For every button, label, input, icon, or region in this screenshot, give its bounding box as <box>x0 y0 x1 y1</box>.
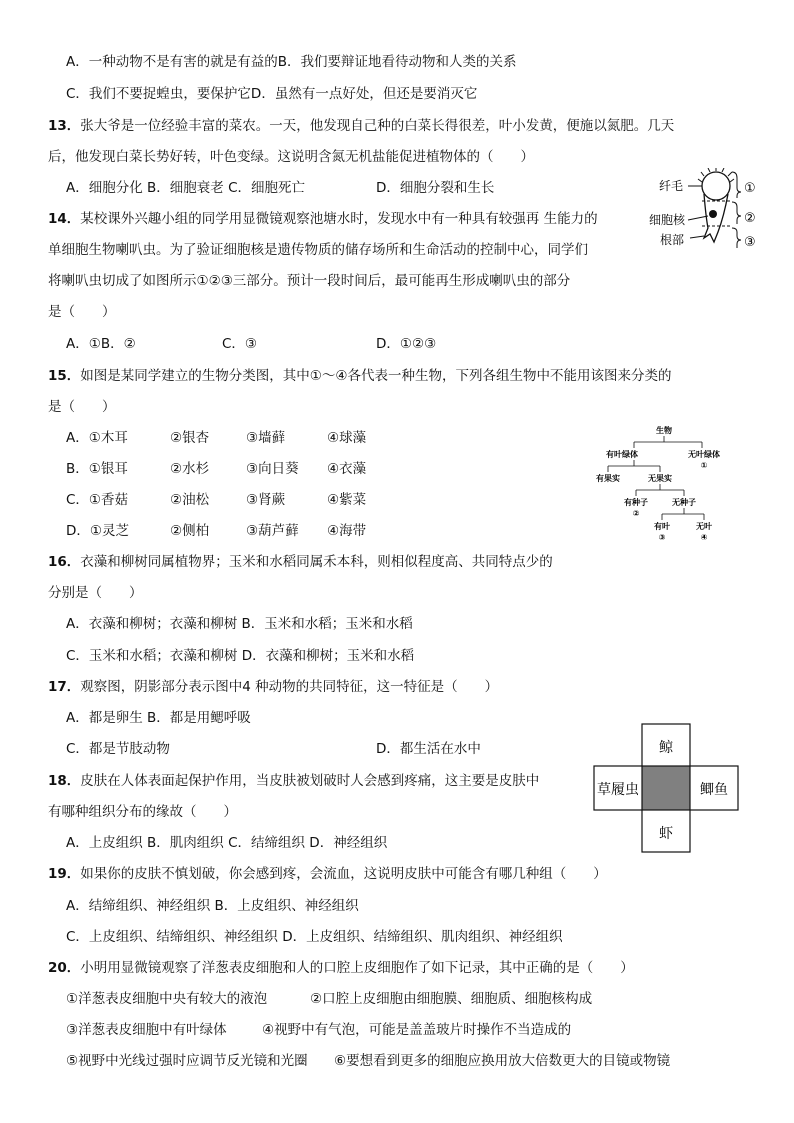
tree-root: 生物 <box>656 426 672 435</box>
q15-number: 15． <box>48 368 81 384</box>
cell-head-outline <box>702 172 730 200</box>
q17-options-ab: A．都是卵生 B．都是用鳃呼吸 <box>66 710 251 726</box>
q15-option-c-4: ④紫菜 <box>327 492 367 508</box>
q17-number: 17． <box>48 679 81 695</box>
shared-feature-shade <box>642 766 690 810</box>
animal-crucian-carp: 鲫鱼 <box>700 782 728 798</box>
tree-has-leaf-num: ③ <box>658 533 666 542</box>
q16-text-1: 衣藻和柳树同属植物界；玉米和水稻同属禾本科，则相似程度高、共同特点少的 <box>80 554 553 570</box>
q20-statement-3: ③洋葱表皮细胞中有叶绿体 <box>66 1022 227 1038</box>
brace-3 <box>732 228 741 248</box>
q13-text-2: 后，他发现白菜长势好转，叶色变绿。这说明含氮无机盐能促进植物体的（ ） <box>48 149 534 165</box>
q15-option-a-1: A．①木耳 <box>66 430 128 446</box>
q12-option-c: C．我们不要捉蝗虫，要保护它D．虽然有一点好处，但还是要消灭它 <box>66 86 478 102</box>
q13-number: 13． <box>48 118 81 134</box>
marker-3: ③ <box>744 235 756 250</box>
q20-text: 小明用显微镜观察了洋葱表皮细胞和人的口腔上皮细胞作了如下记录，其中正确的是（ ） <box>80 960 634 976</box>
tree-no-seed: 无种子 <box>672 498 696 507</box>
q15-question <box>48 366 672 386</box>
q18-question <box>48 771 539 791</box>
q18-text-2: 有哪种组织分布的缘故（ ） <box>48 804 237 820</box>
q14-text-2: 单细胞生物喇叭虫。为了验证细胞核是遗传物质的储存场所和生命活动的控制中心，同学们 <box>48 242 588 258</box>
tree-has-chloroplast: 有叶绿体 <box>606 450 638 459</box>
q13-option-d: D．细胞分裂和生长 <box>376 180 495 196</box>
tree-no-chloroplast: 无叶绿体 <box>688 450 720 459</box>
q15-option-c-1: C．①香菇 <box>66 492 129 508</box>
q14-text-1: 某校课外兴趣小组的同学用显微镜观察池塘水时，发现水中有一种具有较强再 生能力的 <box>80 211 598 227</box>
q15-text-1: 如图是某同学建立的生物分类图，其中①～④各代表一种生物，下列各组生物中不能用该图来分类的 <box>80 368 672 384</box>
q14-question <box>48 209 598 229</box>
q15-option-d-3: ③葫芦藓 <box>246 523 299 539</box>
venn-cross-figure <box>592 722 740 854</box>
q19-number: 19． <box>48 866 81 882</box>
marker-2: ② <box>744 211 756 226</box>
q19-options-cd: C．上皮组织、结缔组织、神经组织 D．上皮组织、结缔组织、肌肉组织、神经组织 <box>66 929 563 945</box>
q15-option-d-1: D．①灵芝 <box>66 523 129 539</box>
q15-option-a-4: ④球藻 <box>327 430 367 446</box>
q20-statement-6: ⑥要想看到更多的细胞应换用放大倍数更大的目镜或物镜 <box>334 1053 671 1069</box>
q19-text: 如果你的皮肤不慎划破，你会感到疼，会流血，这说明皮肤中可能含有哪几种组（ ） <box>80 866 607 882</box>
q17-option-c: C．都是节肢动物 <box>66 741 170 757</box>
tree-has-seed-num: ② <box>632 509 640 518</box>
tree-no-leaf-num: ④ <box>700 533 708 542</box>
brace-1 <box>732 172 741 198</box>
trumpet-animalcule-figure <box>644 168 774 256</box>
marker-1: ① <box>744 181 756 196</box>
q12-option-a: A．一种动物不是有害的就是有益的B．我们要辩证地看待动物和人类的关系 <box>66 54 517 70</box>
q16-options-cd: C．玉米和水稻；衣藻和柳树 D．衣藻和柳树；玉米和水稻 <box>66 648 415 664</box>
q20-statement-5: ⑤视野中光线过强时应调节反光镜和光圈 <box>66 1053 308 1069</box>
label-root: 根部 <box>660 233 685 247</box>
q15-option-a-2: ②银杏 <box>170 430 210 446</box>
tree-has-seed: 有种子 <box>624 498 648 507</box>
q15-option-b-2: ②水杉 <box>170 461 210 477</box>
q18-options: A．上皮组织 B．肌肉组织 C．结缔组织 D．神经组织 <box>66 835 388 851</box>
q15-option-b-1: B．①银耳 <box>66 461 128 477</box>
cell-nucleus-dot <box>709 210 717 218</box>
q14-text-4: 是（ ） <box>48 304 116 320</box>
q15-option-d-4: ④海带 <box>327 523 367 539</box>
q13-question <box>48 116 674 136</box>
q13-text-1: 张大爷是一位经验丰富的菜农。一天，他发现自己种的白菜长得很差，叶小发黄，便施以氮肥。几天 <box>80 118 675 134</box>
q16-question <box>48 552 553 572</box>
brace-2 <box>732 202 741 224</box>
q15-option-b-4: ④衣藻 <box>327 461 367 477</box>
q16-options-ab: A．衣藻和柳树；衣藻和柳树 B．玉米和水稻；玉米和水稻 <box>66 616 413 632</box>
animal-paramecium: 草履虫 <box>597 782 639 798</box>
q15-option-d-2: ②侧柏 <box>170 523 210 539</box>
q14-option-c: C．③ <box>222 336 258 352</box>
q17-option-d: D．都生活在水中 <box>376 741 481 757</box>
label-cilia: 纤毛 <box>659 179 684 193</box>
q16-number: 16． <box>48 554 81 570</box>
animal-shrimp: 虾 <box>659 826 673 842</box>
q14-options-ab: A．①B．② <box>66 336 136 352</box>
label-nucleus: 细胞核 <box>649 213 686 227</box>
tree-no-leaf: 无叶 <box>696 522 712 531</box>
animal-whale: 鲸 <box>659 740 673 756</box>
q14-text-3: 将喇叭虫切成了如图所示①②③三部分。预计一段时间后，最可能再生形成喇叭虫的部分 <box>48 273 571 289</box>
q15-option-c-2: ②油松 <box>170 492 210 508</box>
q20-statement-4: ④视野中有气泡，可能是盖盖玻片时操作不当造成的 <box>262 1022 572 1038</box>
q15-text-2: 是（ ） <box>48 399 116 415</box>
q13-options-abc: A．细胞分化 B．细胞衰老 C．细胞死亡 <box>66 180 306 196</box>
q19-question <box>48 864 607 884</box>
q18-number: 18． <box>48 773 81 789</box>
q14-number: 14． <box>48 211 81 227</box>
q20-number: 20． <box>48 960 81 976</box>
q17-text: 观察图，阴影部分表示图中4 种动物的共同特征，这一特征是（ ） <box>80 679 499 695</box>
q14-option-d: D．①②③ <box>376 336 437 352</box>
q20-question <box>48 958 634 978</box>
tree-no-chloroplast-num: ① <box>700 461 708 470</box>
q20-statement-1: ①洋葱表皮细胞中央有较大的液泡 <box>66 991 268 1007</box>
classification-tree-figure <box>584 418 754 548</box>
q16-text-2: 分别是（ ） <box>48 585 143 601</box>
tree-no-fruit: 无果实 <box>648 474 672 483</box>
q15-option-a-3: ③墙藓 <box>246 430 286 446</box>
q17-question <box>48 677 498 697</box>
q20-statement-2: ②口腔上皮细胞由细胞膜、细胞质、细胞核构成 <box>310 991 593 1007</box>
tree-has-fruit: 有果实 <box>596 474 620 483</box>
tree-has-leaf: 有叶 <box>654 522 670 531</box>
q19-options-ab: A．结缔组织、神经组织 B．上皮组织、神经组织 <box>66 898 359 914</box>
q15-option-c-3: ③肾蕨 <box>246 492 286 508</box>
q15-option-b-3: ③向日葵 <box>246 461 299 477</box>
q18-text-1: 皮肤在人体表面起保护作用，当皮肤被划破时人会感到疼痛，这主要是皮肤中 <box>80 773 540 789</box>
